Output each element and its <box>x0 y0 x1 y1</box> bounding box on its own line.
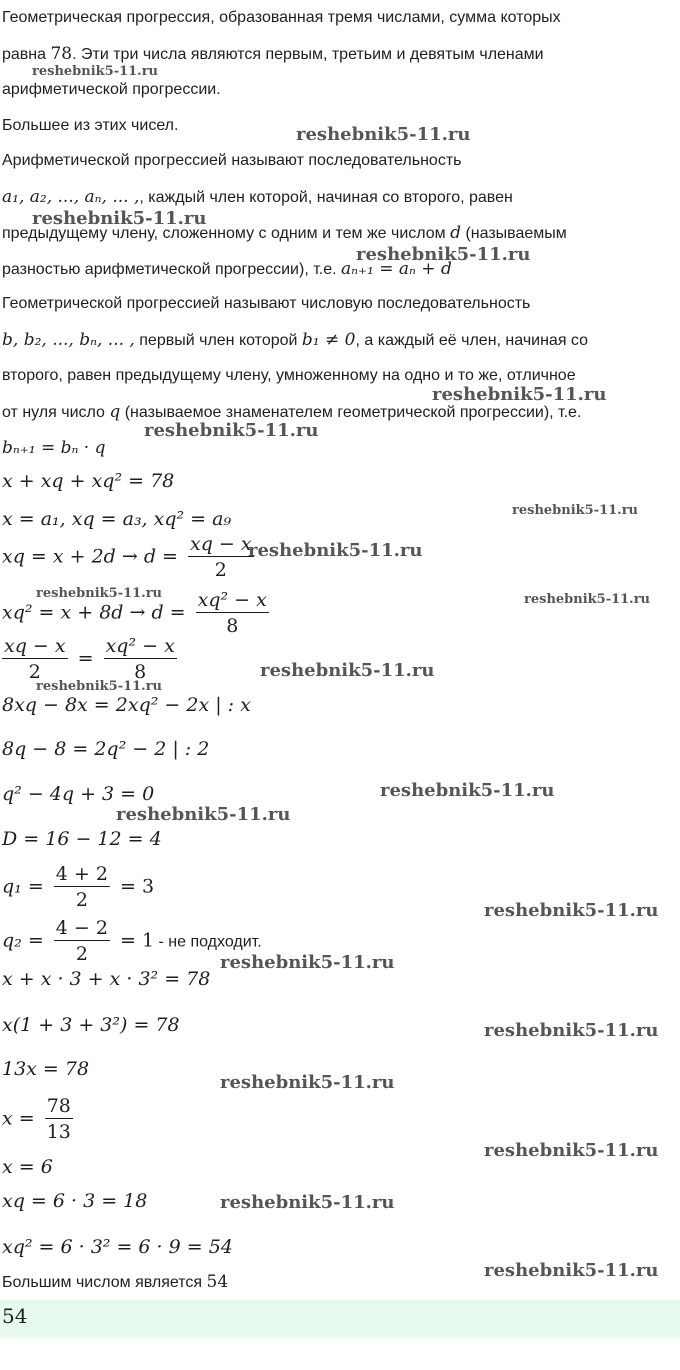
text: (называемое знаменателем геометрической прогрессии), т.е. <box>120 404 582 421</box>
formula-sum: x + xq + xq² = 78 <box>2 470 175 492</box>
text: от нуля число <box>2 404 110 421</box>
answer-box <box>0 1300 680 1338</box>
watermark: reshebnik5-11.ru <box>484 900 659 921</box>
geom-formula-line <box>2 430 678 467</box>
denominator: 8 <box>134 661 147 683</box>
fraction <box>54 916 110 967</box>
formula-third-number: xq² = 6 · 3² = 6 · 9 = 54 <box>2 1236 233 1258</box>
formula-quadratic: q² − 4q + 3 = 0 <box>2 783 155 805</box>
watermark: reshebnik5-11.ru <box>36 586 163 601</box>
denominator: 8 <box>226 615 239 637</box>
text: , а каждый её член, начиная со <box>355 332 589 349</box>
text: Большее из этих чисел. <box>2 117 179 134</box>
fraction <box>104 634 177 685</box>
numerator: xq − x <box>4 635 66 657</box>
fraction <box>2 634 68 685</box>
watermark: reshebnik5-11.ru <box>484 1020 659 1041</box>
not-fit-note: - не подходит. <box>154 933 262 951</box>
text: первый член которой <box>134 332 302 349</box>
denominator: 13 <box>46 1121 71 1143</box>
definition-geom-1 <box>2 286 678 322</box>
watermark: reshebnik5-11.ru <box>220 1072 395 1093</box>
text: (называемым <box>461 225 567 242</box>
ratio-symbol: q <box>109 402 121 422</box>
text: Геометрической прогрессией называют числовую последовательность <box>2 295 531 312</box>
text: равна <box>2 46 51 63</box>
watermark: reshebnik5-11.ru <box>220 1192 395 1213</box>
watermark: reshebnik5-11.ru <box>116 804 291 825</box>
fraction <box>196 588 269 639</box>
formula-second-number: xq = 6 · 3 = 18 <box>2 1190 148 1212</box>
formula-discriminant: D = 16 − 12 = 4 <box>2 828 162 850</box>
watermark: reshebnik5-11.ru <box>524 592 651 607</box>
formula-x-value: x = 6 <box>2 1156 53 1178</box>
definition-arith-4 <box>2 251 678 288</box>
equals: = <box>71 647 100 670</box>
fraction <box>54 862 110 913</box>
watermark: reshebnik5-11.ru <box>432 384 607 405</box>
formula-left: q₁ = <box>2 875 50 898</box>
first-term-formula: b₁ ≠ 0 <box>301 330 356 350</box>
formula-right: = 3 <box>113 875 155 898</box>
formula-linear: 13x = 78 <box>2 1058 90 1080</box>
formula-left: q₂ = <box>2 929 50 952</box>
formula-left: xq² = x + 8d → d = <box>2 601 192 624</box>
text: второго, равен предыдущему члену, умноженному на одно и то же, отличное <box>2 367 576 384</box>
sum-value: 78 <box>50 44 73 64</box>
watermark: reshebnik5-11.ru <box>512 503 639 518</box>
arith-formula: aₙ₊₁ = aₙ + d <box>341 259 452 279</box>
numerator: xq² − x <box>197 589 267 611</box>
text: . Эти три числа являются первым, третьим и девятым членами <box>72 46 544 63</box>
numerator: xq² − x <box>105 635 175 657</box>
formula-simplify-1: 8xq − 8x = 2xq² − 2x | : x <box>2 694 251 716</box>
formula-left: x = <box>2 1107 41 1130</box>
numerator: 4 − 2 <box>55 917 108 939</box>
formula-d-from-third <box>2 532 258 583</box>
text: предыдущему члену, сложенному с одним и тем же числом <box>2 225 451 242</box>
numerator: 4 + 2 <box>55 863 108 885</box>
text: арифметической прогрессии. <box>2 81 221 98</box>
text: разностью арифметической прогрессии), т.е. <box>2 261 341 278</box>
sequence-formula: a₁, a₂, ..., aₙ, ... , <box>2 187 140 207</box>
watermark: reshebnik5-11.ru <box>356 244 531 265</box>
difference-symbol: d <box>450 223 462 243</box>
denominator: 2 <box>28 661 41 683</box>
fraction <box>188 532 254 583</box>
denominator: 2 <box>75 943 88 965</box>
denominator: 2 <box>214 559 227 581</box>
watermark: reshebnik5-11.ru <box>32 64 159 79</box>
watermark: reshebnik5-11.ru <box>36 679 163 694</box>
formula-right: = 1 <box>113 929 155 952</box>
text: Большим числом является <box>2 1274 207 1291</box>
formula-factor: x(1 + 3 + 3²) = 78 <box>2 1014 180 1036</box>
problem-line-1 <box>2 0 678 36</box>
denominator: 2 <box>75 889 88 911</box>
formula-q1 <box>2 862 154 913</box>
watermark: reshebnik5-11.ru <box>484 1260 659 1281</box>
text: Арифметической прогрессией называют последовательность <box>2 152 462 169</box>
watermark: reshebnik5-11.ru <box>248 540 423 561</box>
text: Геометрическая прогрессия, образованная тремя числами, сумма которых <box>2 9 561 26</box>
formula-x-fraction <box>2 1094 77 1145</box>
formula-substitute: x + x · 3 + x · 3² = 78 <box>2 968 211 990</box>
formula-left: xq = x + 2d → d = <box>2 545 185 568</box>
formula-members: x = a₁, xq = a₃, xq² = a₉ <box>2 508 232 530</box>
text: , каждый член которой, начиная со второго, равен <box>139 189 513 206</box>
numerator: xq − x <box>190 533 252 555</box>
watermark: reshebnik5-11.ru <box>484 1140 659 1161</box>
formula-simplify-2: 8q − 8 = 2q² − 2 | : 2 <box>2 738 210 760</box>
watermark: reshebnik5-11.ru <box>380 780 555 801</box>
watermark: reshebnik5-11.ru <box>296 124 471 145</box>
formula-equate-d <box>2 634 181 685</box>
sequence-formula: b, b₂, ..., bₙ, ... , <box>2 330 135 350</box>
fraction <box>45 1094 73 1145</box>
answer-value: 54 <box>2 1304 28 1328</box>
definition-geom-2 <box>2 322 678 359</box>
definition-arith-1 <box>2 143 678 179</box>
geom-formula: bₙ₊₁ = bₙ · q <box>2 438 106 458</box>
watermark: reshebnik5-11.ru <box>260 660 435 681</box>
final-value: 54 <box>206 1272 229 1292</box>
watermark: reshebnik5-11.ru <box>220 952 395 973</box>
watermark: reshebnik5-11.ru <box>32 208 207 229</box>
numerator: 78 <box>46 1095 71 1117</box>
watermark: reshebnik5-11.ru <box>144 420 319 441</box>
